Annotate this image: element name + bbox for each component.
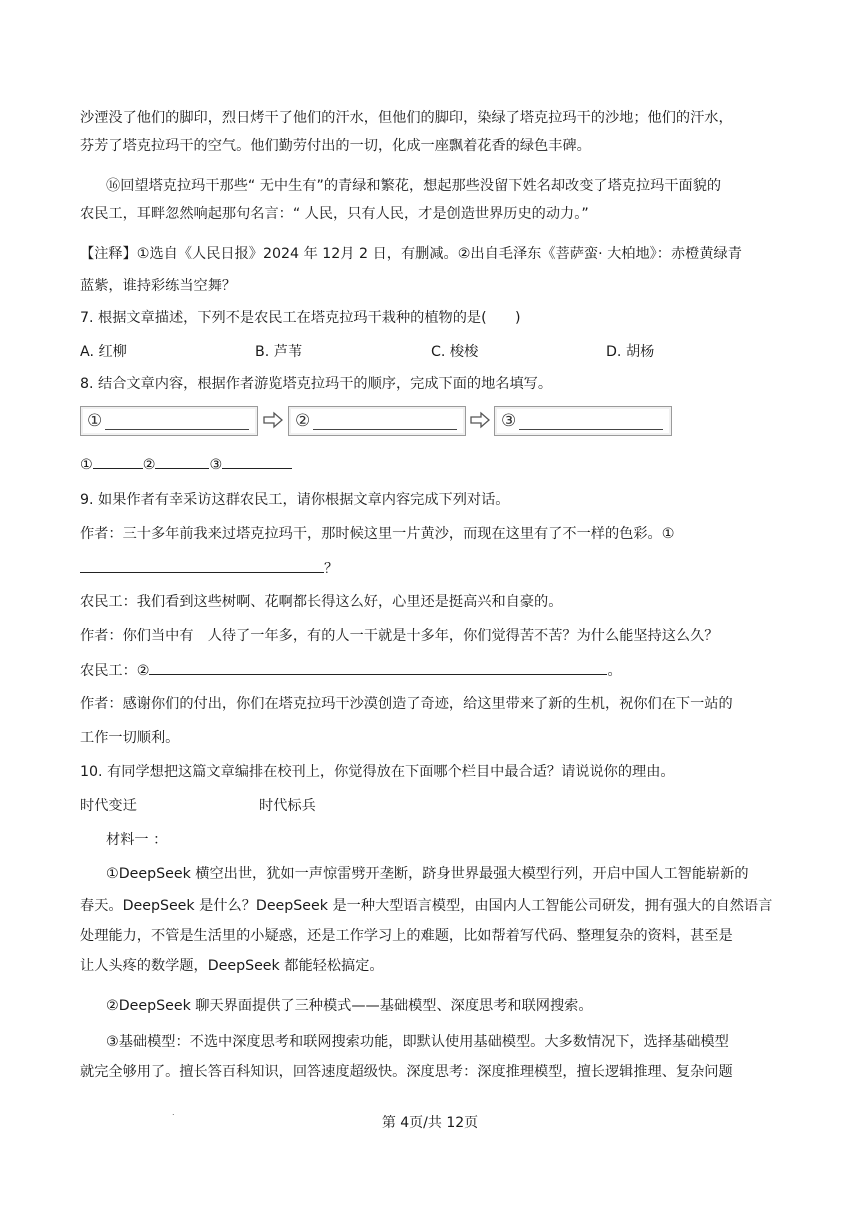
q7-option-d[interactable]: D. 胡杨 bbox=[606, 344, 655, 360]
answer-label: ③ bbox=[209, 457, 223, 473]
answer-label: ① bbox=[80, 457, 93, 473]
question-mark: ？ bbox=[324, 561, 339, 577]
period-mark: 。 bbox=[607, 663, 622, 679]
q7-option-a[interactable]: A. 红柳 bbox=[80, 344, 127, 360]
material-line: 就完全够用了。擅长答百科知识，回答速度超级快。深度思考：深度推理模型，擅长逻辑推理、复杂问题 bbox=[80, 1064, 733, 1080]
question-9-stem: 9. 如果作者有幸采访这群农民工，请你根据文章内容完成下列对话。 bbox=[80, 492, 510, 508]
dialogue-line: 作者：感谢你们的付出，你们在塔克拉玛干沙漠创造了奇迹，给这里带来了新的生机，祝你们在下一站的 bbox=[80, 696, 733, 712]
material-line: 处理能力，不管是生活里的小疑惑，还是工作学习上的难题，比如帮着写代码、整理复杂的资料，甚至是 bbox=[80, 928, 733, 944]
place-fill-line bbox=[313, 429, 457, 430]
answer-label: ② bbox=[142, 457, 156, 473]
annotation-line: 蓝紫，谁持彩练当空舞？ bbox=[80, 278, 237, 294]
paragraph-line: 沙湮没了他们的脚印，烈日烤干了他们的汗水，但他们的脚印，染绿了塔克拉玛干的沙地；他们的汗水， bbox=[80, 110, 733, 126]
place-box-1[interactable] bbox=[80, 406, 258, 436]
arrow-right-icon bbox=[262, 410, 284, 430]
q7-option-b[interactable]: B. 芦苇 bbox=[255, 344, 303, 360]
arrow-right-icon bbox=[469, 410, 491, 430]
answer-blank-q9-2[interactable] bbox=[149, 660, 607, 675]
page-number: 第 4页/共 12页 bbox=[381, 1115, 479, 1131]
dialogue-speaker: 农民工：② bbox=[80, 663, 150, 679]
question-10-stem: 10. 有同学想把这篇文章编排在校刊上，你觉得放在下面哪个栏目中最合适？请说说你的理由。 bbox=[80, 764, 675, 780]
place-fill-line bbox=[105, 429, 249, 430]
dialogue-answer-line bbox=[80, 660, 622, 681]
place-box-number: ③ bbox=[501, 411, 517, 431]
material-title: 材料一 ： bbox=[106, 832, 168, 848]
answer-blank-1[interactable] bbox=[93, 454, 143, 469]
dialogue-line: 作者：三十多年前我来过塔克拉玛干，那时候这里一片黄沙，而现在这里有了不一样的色彩。① bbox=[80, 526, 675, 542]
dialogue-line: 作者：你们当中有 人待了一年多，有的人一干就是十多年，你们觉得苦不苦？为什么能坚持这么久？ bbox=[80, 628, 719, 644]
answer-blank-q9-1[interactable] bbox=[80, 558, 324, 573]
place-box-2[interactable] bbox=[288, 406, 466, 436]
paragraph-16-line: ⑯回望塔克拉玛干那些“ 无中生有”的青绿和繁花，想起那些没留下姓名却改变了塔克拉玛干面貌的 bbox=[106, 178, 722, 194]
question-7-stem: 7. 根据文章描述，下列不是农民工在塔克拉玛干栽种的植物的是( ) bbox=[80, 310, 521, 326]
material-line: 让人头疼的数学题，DeepSeek 都能轻松搞定。 bbox=[80, 958, 384, 974]
material-line: ③基础模型：不选中深度思考和联网搜索功能，即默认使用基础模型。大多数情况下，选择基础模型 bbox=[106, 1034, 729, 1050]
material-line: 春天。DeepSeek 是什么？DeepSeek 是一种大型语言模型，由国内人工智能公司研发，拥有强大的自然语言 bbox=[80, 898, 773, 914]
place-box-3[interactable] bbox=[494, 406, 672, 436]
paragraph-16-line: 农民工，耳畔忽然响起那句名言：“ 人民，只有人民，才是创造世界历史的动力。” bbox=[80, 206, 589, 222]
answer-blank-3[interactable] bbox=[222, 454, 292, 469]
column-option-1[interactable]: 时代变迁 bbox=[80, 798, 137, 814]
material-line: ②DeepSeek 聊天界面提供了三种模式——基础模型、深度思考和联网搜索。 bbox=[106, 998, 593, 1014]
material-line: ①DeepSeek 横空出世，犹如一声惊雷劈开垄断，跻身世界最强大模型行列，开启中国人工智能崭新的 bbox=[106, 866, 749, 882]
place-box-number: ① bbox=[87, 411, 103, 431]
answer-blank-2[interactable] bbox=[155, 454, 209, 469]
place-box-number: ② bbox=[295, 411, 311, 431]
dialogue-line: 工作一切顺利。 bbox=[80, 730, 180, 746]
q7-option-c[interactable]: C. 梭梭 bbox=[431, 344, 479, 360]
column-option-2[interactable]: 时代标兵 bbox=[259, 798, 316, 814]
question-8-stem: 8. 结合文章内容，根据作者游览塔克拉玛干的顺序，完成下面的地名填写。 bbox=[80, 376, 553, 392]
q8-answer-blanks bbox=[80, 454, 292, 475]
dialogue-line: 农民工：我们看到这些树啊、花啊都长得这么好，心里还是挺高兴和自豪的。 bbox=[80, 594, 563, 610]
place-fill-line bbox=[519, 429, 663, 430]
paragraph-line: 芬芳了塔克拉玛干的空气。他们勤劳付出的一切，化成一座飘着花香的绿色丰碑。 bbox=[80, 138, 591, 154]
dialogue-answer-line bbox=[80, 558, 338, 579]
footer-dot: . bbox=[172, 1108, 175, 1117]
annotation-line: 【注释】①选自《人民日报》2024 年 12月 2 日，有删减。②出自毛泽东《菩萨蛮· 大柏地》：赤橙黄绿青 bbox=[80, 246, 742, 262]
